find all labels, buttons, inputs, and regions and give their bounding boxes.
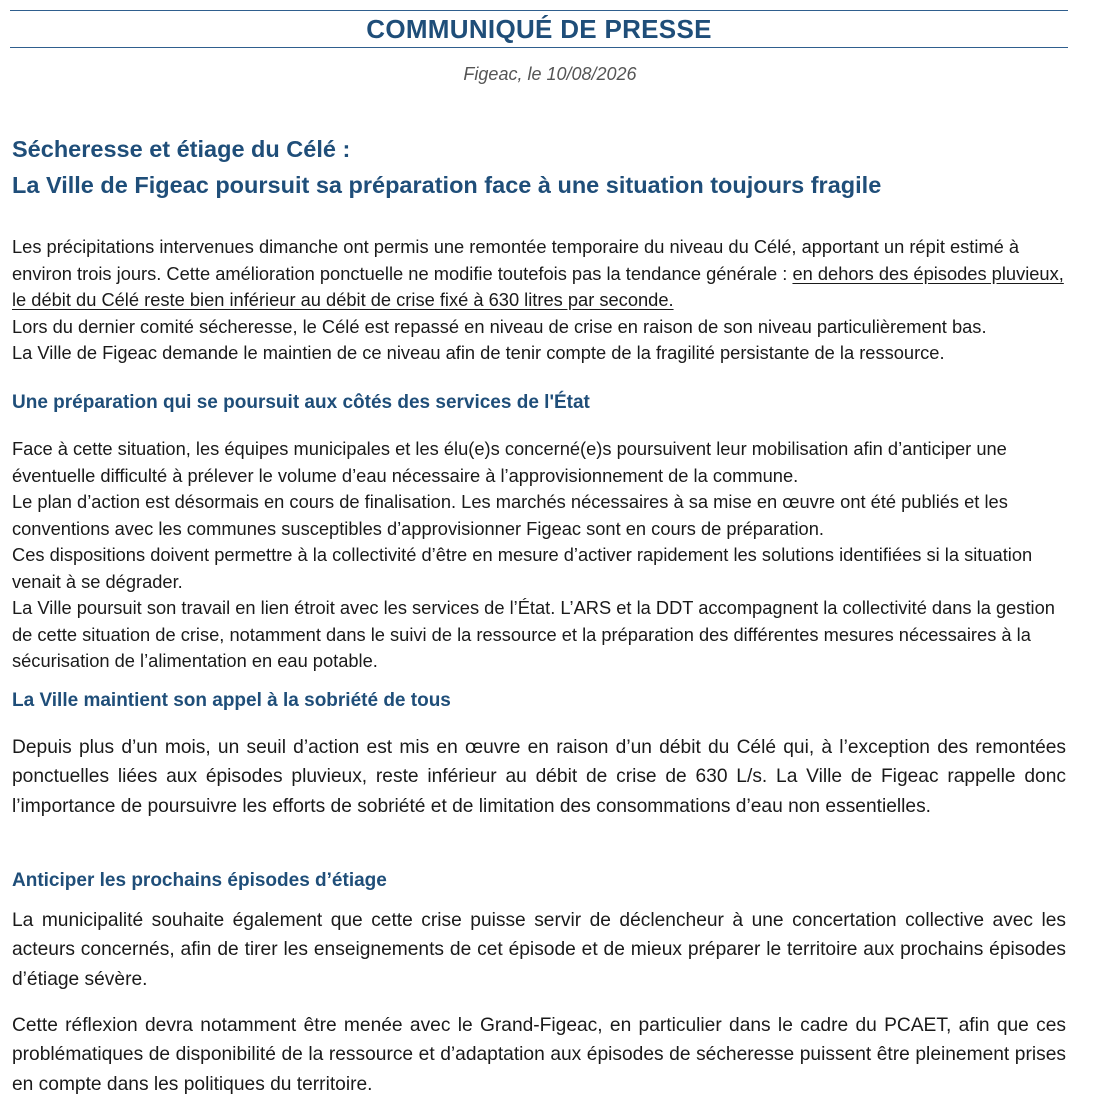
section-3-paragraph-2: Cette réflexion devra notamment être menée avec le Grand-Figeac, en particulier dans le cadre du PCAET, afin que ces problématiques de disponibilité de la ressource et d’adaptation aux épisodes de sécheresse puissent être pleinement prises en compte dans les politiques du territoire. bbox=[12, 1015, 1066, 1095]
section-3-heading: Anticiper les prochains épisodes d’étiage bbox=[12, 870, 387, 891]
section-1-heading: Une préparation qui se poursuit aux côtés des services de l'État bbox=[12, 392, 590, 413]
section-2-heading: La Ville maintient son appel à la sobriété de tous bbox=[12, 690, 451, 711]
section-1-paragraph-4: La Ville poursuit son travail en lien étroit avec les services de l’État. L’ARS et la DDT accompagnent la collectivité dans la gestion de cette situation de crise, notamment dans le suivi de la ressource et la préparation des différentes mesures nécessaires à la sécurisation de l’alimentation en eau potable. bbox=[12, 597, 1055, 671]
intro-paragraph-1 bbox=[12, 234, 1066, 314]
intro-paragraph-3: La Ville de Figeac demande le maintien de ce niveau afin de tenir compte de la fragilité persistante de la ressource. bbox=[12, 342, 945, 363]
section-1-paragraph-3: Ces dispositions doivent permettre à la collectivité d’être en mesure d’activer rapidement les solutions identifiées si la situation venait à se dégrader. bbox=[12, 544, 1033, 592]
section-3-paragraph-1: La municipalité souhaite également que cette crise puisse servir de déclencheur à une concertation collective avec les acteurs concernés, afin de tirer les enseignements de cet épisode et de mieux préparer le territoire aux prochains épisodes d’étiage sévère. bbox=[12, 910, 1066, 990]
section-2-paragraph-1: Depuis plus d’un mois, un seuil d’action est mis en œuvre en raison d’un débit du Célé qui, à l’exception des remontées ponctuelles liées aux épisodes pluvieux, reste inférieur au débit de crise de 630 L/s. La Ville de Figeac rappelle donc l’importance de poursuivre les efforts de sobriété et de limitation des consommations d’eau non essentielles. bbox=[12, 737, 1066, 817]
intro-block bbox=[12, 234, 1066, 367]
intro-text: Les précipitations intervenues dimanche ont permis une remontée temporaire du niveau du Célé, apportant un répit estimé à environ trois jours. Cette amélioration ponctuelle ne modifie toutefois pas la tendance générale : bbox=[12, 236, 1020, 284]
header-title: COMMUNIQUÉ DE PRESSE bbox=[366, 14, 712, 44]
main-title-line-1: Sécheresse et étiage du Célé : bbox=[12, 136, 351, 162]
dateline: Figeac, le 10/08/2026 bbox=[463, 64, 637, 84]
intro-underlined-text: en dehors des épisodes pluvieux, le débit du Célé reste bien inférieur au débit de crise fixé à 630 litres par seconde. bbox=[12, 262, 1064, 310]
section-1-body bbox=[12, 436, 1066, 675]
section-1-paragraph-2: Le plan d’action est désormais en cours de finalisation. Les marchés nécessaires à sa mise en œuvre ont été publiés et les conventions avec les communes susceptibles d’approvisionner Figeac sont en cours de préparation. bbox=[12, 491, 1008, 539]
section-1-paragraph-1: Face à cette situation, les équipes municipales et les élu(e)s concerné(e)s poursuivent leur mobilisation afin d’anticiper une éventuelle difficulté à prélever le volume d’eau nécessaire à l’approvisionnement de la commune. bbox=[12, 438, 1007, 486]
main-title-line-2: La Ville de Figeac poursuit sa préparation face à une situation toujours fragile bbox=[12, 172, 882, 198]
press-release-header bbox=[10, 10, 1068, 48]
intro-paragraph-2: Lors du dernier comité sécheresse, le Célé est repassé en niveau de crise en raison de son niveau particulièrement bas. bbox=[12, 315, 987, 337]
